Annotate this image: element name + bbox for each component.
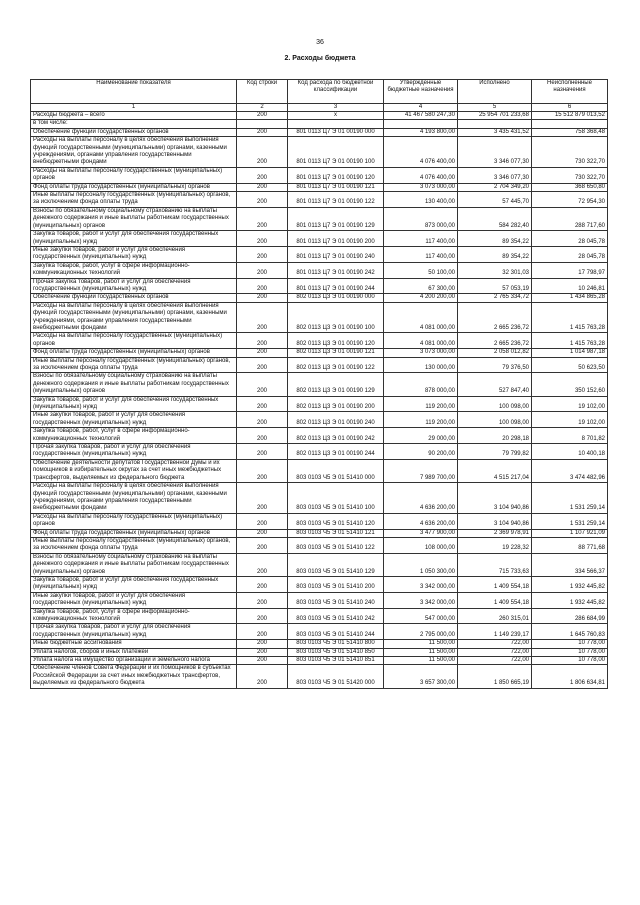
row-approved: 878 000,00: [384, 373, 458, 396]
row-name: Расходы на выплаты персоналу государственных (муниципальных) органов: [31, 167, 237, 183]
row-remaining: 1 932 445,82: [532, 592, 608, 608]
row-name: Взносы по обязательному социальному страхованию на выплаты денежного содержания и иные выплаты работникам государственных (муниципальных) органов: [31, 553, 237, 576]
row-classification-code: 801 0113 Ц7 Э 01 00190 121: [288, 183, 384, 191]
row-remaining: 1 645 760,83: [532, 624, 608, 640]
row-executed: 100 098,00: [458, 412, 532, 428]
row-remaining: 10 246,81: [532, 278, 608, 294]
table-row: [31, 640, 608, 648]
row-approved: 873 000,00: [384, 207, 458, 230]
row-approved: 4 076 400,00: [384, 167, 458, 183]
row-name: Прочая закупка товаров, работ и услуг для обеспечения государственных (муниципальных) нужд: [31, 624, 237, 640]
row-executed: 19 228,32: [458, 537, 532, 553]
row-executed: 260 315,01: [458, 608, 532, 624]
row-remaining: 1 932 445,82: [532, 576, 608, 592]
row-approved: 117 400,00: [384, 246, 458, 262]
row-approved: 130 000,00: [384, 357, 458, 373]
row-line-code: 200: [237, 537, 288, 553]
row-name: Фонд оплаты труда государственных (муниципальных) органов: [31, 349, 237, 357]
table-row: [31, 657, 608, 665]
row-executed: 722,00: [458, 648, 532, 656]
row-approved: 119 200,00: [384, 412, 458, 428]
header-budget-classification: Код расхода по бюджетной классификации: [288, 80, 384, 104]
row-executed: 2 765 334,72: [458, 294, 532, 302]
row-name: Иные закупки товаров, работ и услуг для обеспечения государственных (муниципальных) нужд: [31, 412, 237, 428]
row-classification-code: 803 0103 Ч5 Э 01 51410 122: [288, 537, 384, 553]
table-row: [31, 357, 608, 373]
row-executed: 20 298,18: [458, 428, 532, 444]
row-executed: 79 376,50: [458, 357, 532, 373]
row-remaining: 50 623,50: [532, 357, 608, 373]
table-row: [31, 592, 608, 608]
row-executed: 89 354,22: [458, 231, 532, 247]
row-line-code: 200: [237, 657, 288, 665]
row-approved: 3 657 300,00: [384, 665, 458, 688]
row-line-code: 200: [237, 167, 288, 183]
row-classification-code: 803 0103 Ч5 Э 01 51410 850: [288, 648, 384, 656]
row-classification-code: 801 0113 Ц7 Э 01 00190 240: [288, 246, 384, 262]
row-classification-code: 801 0113 Ц7 Э 01 00190 000: [288, 128, 384, 136]
row-line-code: 200: [237, 459, 288, 482]
row-line-code: 200: [237, 349, 288, 357]
row-line-code: 200: [237, 207, 288, 230]
row-executed: [458, 120, 532, 128]
table-row: [31, 444, 608, 460]
row-name: Закупка товаров, работ, услуг в сфере информационно-коммуникационных технологий: [31, 428, 237, 444]
row-line-code: 200: [237, 412, 288, 428]
column-number: 3: [288, 104, 384, 112]
table-row: [31, 207, 608, 230]
row-classification-code: 803 0103 Ч5 Э 01 51410 244: [288, 624, 384, 640]
row-line-code: 200: [237, 246, 288, 262]
row-approved: 67 300,00: [384, 278, 458, 294]
row-classification-code: 803 0103 Ч5 Э 01 51410 129: [288, 553, 384, 576]
row-name: Уплата налогов, сборов и иных платежей: [31, 648, 237, 656]
row-executed: 1 409 554,18: [458, 592, 532, 608]
row-line-code: 200: [237, 444, 288, 460]
table-row: [31, 608, 608, 624]
row-remaining: 1 531 259,14: [532, 513, 608, 529]
row-executed: 2 369 978,91: [458, 529, 532, 537]
table-row: [31, 648, 608, 656]
row-name: Расходы на выплаты персоналу государственных (муниципальных) органов: [31, 513, 237, 529]
row-classification-code: 801 0113 Ц7 Э 01 00190 244: [288, 278, 384, 294]
row-line-code: 200: [237, 396, 288, 412]
row-remaining: 3 474 482,96: [532, 459, 608, 482]
row-approved: 3 073 000,00: [384, 349, 458, 357]
row-name: Фонд оплаты труда государственных (муниципальных) органов: [31, 529, 237, 537]
row-classification-code: [288, 120, 384, 128]
table-row: [31, 246, 608, 262]
row-classification-code: 803 0103 Ч5 Э 01 51410 242: [288, 608, 384, 624]
row-executed: 2 704 349,20: [458, 183, 532, 191]
row-executed: 3 346 077,30: [458, 137, 532, 168]
row-approved: 11 500,00: [384, 648, 458, 656]
table-row: [31, 553, 608, 576]
table-row: [31, 112, 608, 120]
table-row: [31, 183, 608, 191]
table-row: [31, 576, 608, 592]
header-approved: Утвержденные бюджетные назначения: [384, 80, 458, 104]
table-header-row: [31, 80, 608, 104]
row-name: Расходы бюджета – всего: [31, 112, 237, 120]
row-remaining: [532, 120, 608, 128]
row-name: Расходы на выплаты персоналу государственных (муниципальных) органов: [31, 333, 237, 349]
row-approved: 3 342 000,00: [384, 576, 458, 592]
row-remaining: 1 434 865,28: [532, 294, 608, 302]
row-classification-code: 802 0113 Ц3 Э 01 00190 200: [288, 396, 384, 412]
row-executed: 3 104 940,86: [458, 483, 532, 514]
row-name: Закупка товаров, работ и услуг для обеспечения государственных (муниципальных) нужд: [31, 396, 237, 412]
row-approved: 4 200 200,00: [384, 294, 458, 302]
row-remaining: 19 102,00: [532, 412, 608, 428]
row-classification-code: 802 0113 Ц3 Э 01 00190 000: [288, 294, 384, 302]
row-line-code: 200: [237, 576, 288, 592]
row-executed: 32 301,03: [458, 262, 532, 278]
row-approved: 4 636 200,00: [384, 483, 458, 514]
table-row: [31, 262, 608, 278]
header-indicator-name: Наименование показателя: [31, 80, 237, 104]
row-approved: 4 081 000,00: [384, 333, 458, 349]
row-executed: 527 847,40: [458, 373, 532, 396]
row-executed: 1 149 239,17: [458, 624, 532, 640]
row-line-code: 200: [237, 624, 288, 640]
table-row: [31, 294, 608, 302]
table-row: [31, 513, 608, 529]
row-approved: 4 081 000,00: [384, 302, 458, 333]
row-approved: [384, 120, 458, 128]
table-row: [31, 529, 608, 537]
row-remaining: 286 684,99: [532, 608, 608, 624]
row-remaining: 1 415 763,28: [532, 333, 608, 349]
table-row: [31, 459, 608, 482]
table-row: [31, 137, 608, 168]
row-remaining: 1 806 634,81: [532, 665, 608, 688]
row-name: Закупка товаров, работ и услуг для обеспечения государственных (муниципальных) нужд: [31, 231, 237, 247]
row-classification-code: 803 0103 Ч5 Э 01 51410 100: [288, 483, 384, 514]
column-number: 2: [237, 104, 288, 112]
row-classification-code: x: [288, 112, 384, 120]
row-line-code: [237, 120, 288, 128]
row-line-code: 200: [237, 592, 288, 608]
row-approved: 50 100,00: [384, 262, 458, 278]
row-remaining: 88 771,68: [532, 537, 608, 553]
row-classification-code: 802 0113 Ц3 Э 01 00190 240: [288, 412, 384, 428]
row-approved: 11 500,00: [384, 657, 458, 665]
table-row: [31, 333, 608, 349]
row-executed: 715 733,63: [458, 553, 532, 576]
row-line-code: 200: [237, 302, 288, 333]
row-name: Закупка товаров, работ и услуг для обеспечения государственных (муниципальных) нужд: [31, 576, 237, 592]
row-approved: 1 050 300,00: [384, 553, 458, 576]
table-row: [31, 128, 608, 136]
row-name: Расходы на выплаты персоналу в целях обеспечения выполнения функций государственными (муниципальными) органами, казенными учреждениями, органами управления государственными внебюджетными фондами: [31, 137, 237, 168]
row-line-code: 200: [237, 553, 288, 576]
row-executed: 89 354,22: [458, 246, 532, 262]
row-executed: 4 515 217,04: [458, 459, 532, 482]
row-remaining: 8 701,82: [532, 428, 608, 444]
row-approved: 3 477 900,00: [384, 529, 458, 537]
row-line-code: 200: [237, 665, 288, 688]
row-approved: 108 000,00: [384, 537, 458, 553]
row-line-code: 200: [237, 428, 288, 444]
row-approved: 4 636 200,00: [384, 513, 458, 529]
table-body: [31, 112, 608, 689]
row-executed: 57 053,19: [458, 278, 532, 294]
row-name: Прочая закупка товаров, работ и услуг для обеспечения государственных (муниципальных) нужд: [31, 444, 237, 460]
row-classification-code: 801 0113 Ц7 Э 01 00190 129: [288, 207, 384, 230]
row-classification-code: 802 0113 Ц3 Э 01 00190 122: [288, 357, 384, 373]
table-row: [31, 665, 608, 688]
row-remaining: 368 650,80: [532, 183, 608, 191]
row-name: Иные выплаты персоналу государственных (муниципальных) органов, за исключением фонда оплаты труда: [31, 192, 237, 208]
row-executed: 2 665 236,72: [458, 302, 532, 333]
column-number: 6: [532, 104, 608, 112]
row-name: Обеспечение членов Совета Федерации и их помощников в субъектах Российской Федерации за счет иных межбюджетных трансфертов, выделяемых из федерального бюджета: [31, 665, 237, 688]
row-executed: 25 954 701 233,68: [458, 112, 532, 120]
table-row: [31, 167, 608, 183]
row-executed: 2 665 236,72: [458, 333, 532, 349]
row-remaining: 1 107 921,09: [532, 529, 608, 537]
row-approved: 130 400,00: [384, 192, 458, 208]
row-approved: 11 500,00: [384, 640, 458, 648]
row-line-code: 200: [237, 648, 288, 656]
row-name: Иные закупки товаров, работ и услуг для обеспечения государственных (муниципальных) нужд: [31, 246, 237, 262]
row-line-code: 200: [237, 513, 288, 529]
table-row: [31, 192, 608, 208]
header-executed: Исполнено: [458, 80, 532, 104]
row-name: Взносы по обязательному социальному страхованию на выплаты денежного содержания и иные выплаты работникам государственных (муниципальных) органов: [31, 373, 237, 396]
row-classification-code: 801 0113 Ц7 Э 01 00190 122: [288, 192, 384, 208]
row-line-code: 200: [237, 333, 288, 349]
row-remaining: 1 531 259,14: [532, 483, 608, 514]
row-remaining: 758 368,48: [532, 128, 608, 136]
row-approved: 117 400,00: [384, 231, 458, 247]
row-classification-code: 803 0103 Ч5 Э 01 51410 800: [288, 640, 384, 648]
column-number-row: [31, 104, 608, 112]
row-remaining: 10 778,00: [532, 657, 608, 665]
row-remaining: 72 954,30: [532, 192, 608, 208]
row-approved: 119 200,00: [384, 396, 458, 412]
table-row: [31, 537, 608, 553]
table-row: [31, 483, 608, 514]
table-row: [31, 428, 608, 444]
row-name: Расходы на выплаты персоналу в целях обеспечения выполнения функций государственными (муниципальными) органами, казенными учреждениями, органами управления государственными внебюджетными фондами: [31, 483, 237, 514]
row-approved: 3 073 000,00: [384, 183, 458, 191]
row-line-code: 200: [237, 192, 288, 208]
row-line-code: 200: [237, 231, 288, 247]
row-line-code: 200: [237, 112, 288, 120]
table-row: [31, 302, 608, 333]
column-number: 5: [458, 104, 532, 112]
row-remaining: 350 152,60: [532, 373, 608, 396]
row-classification-code: 802 0113 Ц3 Э 01 00190 129: [288, 373, 384, 396]
row-name: Обеспечение деятельности депутатов Государственной Думы и их помощников в избирательных округах за счет иных межбюджетных трансфертов, выделяемых из федерального бюджета: [31, 459, 237, 482]
row-approved: 3 342 000,00: [384, 592, 458, 608]
row-classification-code: 803 0103 Ч5 Э 01 51410 121: [288, 529, 384, 537]
row-approved: 2 795 000,00: [384, 624, 458, 640]
row-name: Фонд оплаты труда государственных (муниципальных) органов: [31, 183, 237, 191]
row-name: Иные выплаты персоналу государственных (муниципальных) органов, за исключением фонда оплаты труда: [31, 537, 237, 553]
row-name: Иные бюджетные ассигнования: [31, 640, 237, 648]
table-row: [31, 412, 608, 428]
row-executed: 57 445,70: [458, 192, 532, 208]
row-line-code: 200: [237, 483, 288, 514]
row-remaining: 10 778,00: [532, 648, 608, 656]
row-line-code: 200: [237, 608, 288, 624]
row-name: Взносы по обязательному социальному страхованию на выплаты денежного содержания и иные выплаты работникам государственных (муниципальных) органов: [31, 207, 237, 230]
row-line-code: 200: [237, 137, 288, 168]
header-line-code: Код строки: [237, 80, 288, 104]
expenses-table: [30, 79, 608, 689]
row-executed: 3 346 077,30: [458, 167, 532, 183]
row-executed: 722,00: [458, 640, 532, 648]
header-remaining: Неисполненные назначения: [532, 80, 608, 104]
table-row: [31, 624, 608, 640]
row-remaining: 19 102,00: [532, 396, 608, 412]
row-approved: 4 193 800,00: [384, 128, 458, 136]
table-row: [31, 231, 608, 247]
page-number: 36: [316, 39, 324, 46]
row-classification-code: 802 0113 Ц3 Э 01 00190 242: [288, 428, 384, 444]
row-classification-code: 802 0113 Ц3 Э 01 00190 244: [288, 444, 384, 460]
table-row: [31, 120, 608, 128]
row-remaining: 334 566,37: [532, 553, 608, 576]
row-approved: 29 000,00: [384, 428, 458, 444]
column-number: 4: [384, 104, 458, 112]
row-approved: 4 076 400,00: [384, 137, 458, 168]
row-executed: 2 058 012,82: [458, 349, 532, 357]
row-line-code: 200: [237, 128, 288, 136]
row-remaining: 730 322,70: [532, 137, 608, 168]
row-remaining: 28 045,78: [532, 231, 608, 247]
row-name: Закупка товаров, работ, услуг в сфере информационно-коммуникационных технологий: [31, 262, 237, 278]
row-name: Прочая закупка товаров, работ и услуг для обеспечения государственных (муниципальных) нужд: [31, 278, 237, 294]
row-remaining: 288 717,60: [532, 207, 608, 230]
row-line-code: 200: [237, 640, 288, 648]
row-name: Обеспечение функций государственных органов: [31, 294, 237, 302]
row-approved: 7 989 700,00: [384, 459, 458, 482]
row-line-code: 200: [237, 357, 288, 373]
row-executed: 3 104 940,86: [458, 513, 532, 529]
row-remaining: 1 415 763,28: [532, 302, 608, 333]
row-executed: 3 435 431,52: [458, 128, 532, 136]
row-remaining: 10 778,00: [532, 640, 608, 648]
row-classification-code: 803 0103 Ч5 Э 01 51410 851: [288, 657, 384, 665]
row-line-code: 200: [237, 373, 288, 396]
row-name: Иные закупки товаров, работ и услуг для обеспечения государственных (муниципальных) нужд: [31, 592, 237, 608]
row-name: Закупка товаров, работ, услуг в сфере информационно-коммуникационных технологий: [31, 608, 237, 624]
row-remaining: 730 322,70: [532, 167, 608, 183]
row-executed: 1 409 554,18: [458, 576, 532, 592]
row-name: Расходы на выплаты персоналу в целях обеспечения выполнения функций государственными (муниципальными) органами, казенными учреждениями, органами управления государственными внебюджетными фондами: [31, 302, 237, 333]
column-number: 1: [31, 104, 237, 112]
row-classification-code: 802 0113 Ц3 Э 01 00190 121: [288, 349, 384, 357]
row-classification-code: 801 0113 Ц7 Э 01 00190 120: [288, 167, 384, 183]
table-row: [31, 373, 608, 396]
row-classification-code: 803 0103 Ч5 Э 01 51410 120: [288, 513, 384, 529]
row-executed: 722,00: [458, 657, 532, 665]
table-row: [31, 278, 608, 294]
row-executed: 100 098,00: [458, 396, 532, 412]
row-classification-code: 802 0113 Ц3 Э 01 00190 100: [288, 302, 384, 333]
row-approved: 90 200,00: [384, 444, 458, 460]
row-approved: 41 467 580 247,30: [384, 112, 458, 120]
row-line-code: 200: [237, 262, 288, 278]
row-name: Обеспечение функций государственных органов: [31, 128, 237, 136]
row-remaining: 10 400,18: [532, 444, 608, 460]
row-executed: 1 850 665,19: [458, 665, 532, 688]
row-classification-code: 801 0113 Ц7 Э 01 00190 200: [288, 231, 384, 247]
section-title: 2. Расходы бюджета: [284, 55, 356, 62]
row-executed: 584 282,40: [458, 207, 532, 230]
row-classification-code: 801 0113 Ц7 Э 01 00190 100: [288, 137, 384, 168]
row-remaining: 15 512 879 013,52: [532, 112, 608, 120]
row-name: Иные выплаты персоналу государственных (муниципальных) органов, за исключением фонда оплаты труда: [31, 357, 237, 373]
row-executed: 79 799,82: [458, 444, 532, 460]
row-classification-code: 801 0113 Ц7 Э 01 00190 242: [288, 262, 384, 278]
row-remaining: 28 045,78: [532, 246, 608, 262]
row-line-code: 200: [237, 183, 288, 191]
row-classification-code: 803 0103 Ч5 Э 01 51410 240: [288, 592, 384, 608]
row-remaining: 1 014 987,18: [532, 349, 608, 357]
row-line-code: 200: [237, 529, 288, 537]
row-name: в том числе:: [31, 120, 237, 128]
row-classification-code: 803 0103 Ч5 Э 01 51410 000: [288, 459, 384, 482]
table-row: [31, 349, 608, 357]
row-approved: 547 000,00: [384, 608, 458, 624]
row-line-code: 200: [237, 294, 288, 302]
row-classification-code: 803 0103 Ч5 Э 01 51420 000: [288, 665, 384, 688]
row-name: Уплата налога на имущество организаций и земельного налога: [31, 657, 237, 665]
table-row: [31, 396, 608, 412]
row-classification-code: 802 0113 Ц3 Э 01 00190 120: [288, 333, 384, 349]
row-classification-code: 803 0103 Ч5 Э 01 51410 200: [288, 576, 384, 592]
row-line-code: 200: [237, 278, 288, 294]
row-remaining: 17 798,97: [532, 262, 608, 278]
